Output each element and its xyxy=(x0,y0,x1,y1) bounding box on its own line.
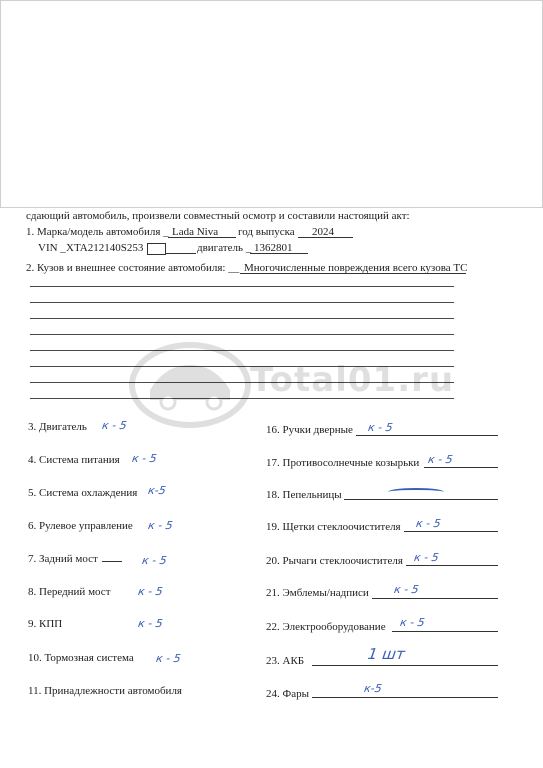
electrical-line xyxy=(392,631,498,632)
ashtrays-pen-stroke xyxy=(388,488,444,496)
item-battery-label: 23. АКБ xyxy=(266,655,305,667)
item-fuel-system-mark: к - 5 xyxy=(131,452,158,465)
item-headlights-mark: к-5 xyxy=(363,682,383,695)
battery-line xyxy=(312,665,498,666)
headlights-line xyxy=(312,697,498,698)
item-wiper-arms-mark: к - 5 xyxy=(413,551,440,564)
item-wiper-blades-mark: к - 5 xyxy=(415,517,442,530)
item-rear-axle-label: 7. Задний мост xyxy=(28,553,98,565)
item-accessories-label: 11. Принадлежности автомобиля xyxy=(28,685,182,697)
make-model-underline xyxy=(168,237,236,238)
document-header-blank xyxy=(0,0,543,208)
engine-label: двигатель _ xyxy=(197,242,252,254)
item-2-label: 2. Кузов и внешнее состояние автомобиля: __ xyxy=(26,262,240,274)
year-value: 2024 xyxy=(312,226,334,238)
item-wiper-blades-label: 19. Щетки стеклоочистителя xyxy=(266,521,401,533)
rear-axle-dash xyxy=(102,561,122,562)
item-engine-mark: к - 5 xyxy=(101,419,128,432)
item-gearbox-mark: к - 5 xyxy=(137,617,164,630)
wiper-blades-line xyxy=(404,531,498,532)
item-emblems-mark: к - 5 xyxy=(393,583,420,596)
item-front-axle-mark: к - 5 xyxy=(137,585,164,598)
item-sun-visors-mark: к - 5 xyxy=(427,453,454,466)
item-fuel-system-label: 4. Система питания xyxy=(28,454,120,466)
item-door-handles-mark: к - 5 xyxy=(367,421,394,434)
year-underline xyxy=(298,237,353,238)
item-1-label: 1. Марка/модель автомобиля _ xyxy=(26,226,169,238)
body-condition-value: Многочисленные повреждения всего кузова ТС xyxy=(244,262,468,274)
item-ashtrays-label: 18. Пепельницы xyxy=(266,489,342,501)
vin-value: XTA212140S253 xyxy=(66,242,144,254)
watermark-text: Total01.ru xyxy=(250,360,455,400)
blank-line xyxy=(30,302,454,303)
item-gearbox-label: 9. КПП xyxy=(28,618,63,630)
vin-underline xyxy=(166,253,196,254)
item-engine-label: 3. Двигатель xyxy=(28,421,87,433)
blank-line xyxy=(30,286,454,287)
item-headlights-label: 24. Фары xyxy=(266,688,309,700)
ashtrays-line xyxy=(344,499,498,500)
item-emblems-label: 21. Эмблемы/надписи xyxy=(266,587,369,599)
vin-redaction-box xyxy=(147,243,166,255)
item-battery-mark: 1 шт xyxy=(366,645,407,663)
sun-visors-line xyxy=(424,467,498,468)
engine-underline xyxy=(250,253,308,254)
item-electrical-mark: к - 5 xyxy=(399,616,426,629)
item-front-axle-label: 8. Передний мост xyxy=(28,586,111,598)
item-wiper-arms-label: 20. Рычаги стеклоочистителя xyxy=(266,555,403,567)
blank-line xyxy=(30,350,454,351)
wiper-arms-line xyxy=(406,565,498,566)
make-model-value: Lada Niva xyxy=(172,226,219,238)
item-door-handles-label: 16. Ручки дверные xyxy=(266,424,353,436)
item-rear-axle-mark: к - 5 xyxy=(141,554,168,567)
item-brakes-label: 10. Тормозная система xyxy=(28,652,134,664)
item-electrical-label: 22. Электрооборудование xyxy=(266,621,386,633)
blank-line xyxy=(30,334,454,335)
vin-label: VIN _ xyxy=(38,242,66,254)
item-steering-label: 6. Рулевое управление xyxy=(28,520,133,532)
intro-text: сдающий автомобиль, произвели совместный осмотр и составили настоящий акт: xyxy=(26,210,410,222)
item-brakes-mark: к - 5 xyxy=(155,652,182,665)
item-steering-mark: к - 5 xyxy=(147,519,174,532)
emblems-line xyxy=(372,598,498,599)
blank-line xyxy=(30,318,454,319)
engine-value: 1362801 xyxy=(254,242,293,254)
item-cooling-mark: к-5 xyxy=(147,484,167,497)
door-handles-line xyxy=(356,435,498,436)
year-label: год выпуска xyxy=(238,226,295,238)
item-cooling-label: 5. Система охлаждения xyxy=(28,487,138,499)
item-sun-visors-label: 17. Противосолнечные козырьки xyxy=(266,457,420,469)
body-condition-underline xyxy=(240,273,466,274)
